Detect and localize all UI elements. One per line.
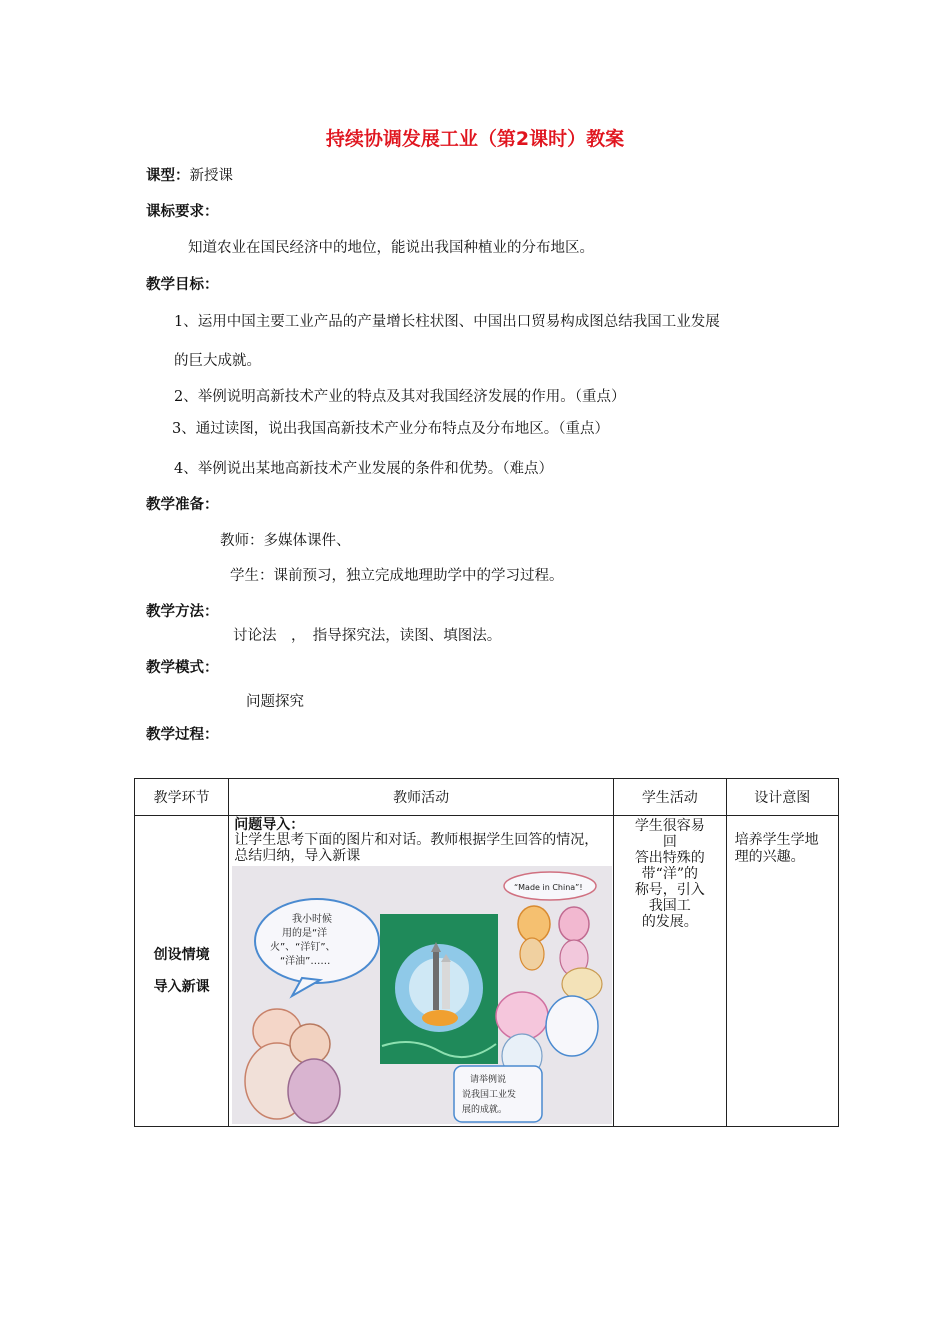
teacher-heading: 问题导入： [234,817,305,833]
mode-label: 教学模式： [146,660,219,676]
stage-cell [135,816,229,1127]
student-activity-cell [614,816,727,1127]
objective-item-2: 2、举例说明高新技术产业的特点及其对我国经济发展的作用。（重点） [174,389,626,405]
student-line-1: 学生很容易 [634,818,705,834]
stage-line-2: 导入新课 [153,979,210,995]
objective-item-3: 3、通过读图，说出我国高新技术产业分布特点及分布地区。（重点） [172,421,609,437]
preparation-student: 学生：课前预习，独立完成地理助学中的学习过程。 [230,568,564,584]
bubble-left-line-3: 火”、“洋钉”、 [270,942,336,953]
method-label: 教学方法： [146,604,219,620]
cartoon-illustration [232,866,612,1124]
header-student-activity: 学生活动 [614,779,727,816]
preparation-label: 教学准备： [146,497,219,513]
objective-item-4: 4、举例说出某地高新技术产业发展的条件和优势。（难点） [174,461,553,477]
objectives-label: 教学目标： [146,277,219,293]
preparation-teacher: 教师：多媒体课件、 [220,533,351,549]
student-line-6: 我国工 [648,898,691,914]
student-line-7: 的发展。 [641,914,698,930]
design-intent-cell: 培养学生学地理的兴趣。 [726,816,838,1127]
method-text: 讨论法 ， 指导探究法，读图、填图法。 [233,628,502,644]
objective-item-1-cont: 的巨大成就。 [174,353,261,369]
student-line-5: 称号，引入 [634,882,705,898]
student-line-4: 带“洋”的 [641,866,698,882]
table-row [135,816,839,1127]
course-type-label: 课型： [146,168,190,184]
mode-text: 问题探究 [246,694,304,710]
student-line-3: 答出特殊的 [634,850,705,866]
bubble-bottom-line-1: 请举例说 [470,1075,507,1085]
header-teacher-activity: 教师活动 [229,779,614,816]
header-design-intent: 设计意图 [726,779,838,816]
teacher-text: 让学生思考下面的图片和对话。教师根据学生回答的情况，总结归纳，导入新课 [234,832,599,864]
standard-label: 课标要求： [146,204,219,220]
bubble-left-line-2: 用的是“洋 [282,928,328,939]
bubble-left-line-4: “洋油”…… [280,956,331,967]
bubble-bottom-line-3: 展的成就。 [462,1105,508,1115]
lesson-process-table [134,778,839,1127]
bubble-top-right-text: “Made in China”! [514,883,583,892]
table-header-row [135,779,839,816]
standard-text: 知道农业在国民经济中的地位，能说出我国种植业的分布地区。 [188,240,594,256]
bubble-bottom-line-2: 说我国工业发 [462,1090,517,1100]
course-type-value: 新授课 [189,168,233,184]
teacher-activity-cell [229,816,614,1127]
course-type-row [146,164,233,185]
cartoon-drawing [232,866,612,1124]
bubble-left-line-1: 我小时候 [292,914,333,925]
header-stage: 教学环节 [135,779,229,816]
student-line-2: 回 [662,834,677,850]
stage-line-1: 创设情境 [153,947,210,963]
objective-item-1: 1、运用中国主要工业产品的产量增长柱状图、中国出口贸易构成图总结我国工业发展 [174,314,720,330]
document-title: 持续协调发展工业（第2课时）教案 [325,128,625,150]
process-label: 教学过程： [146,727,219,743]
